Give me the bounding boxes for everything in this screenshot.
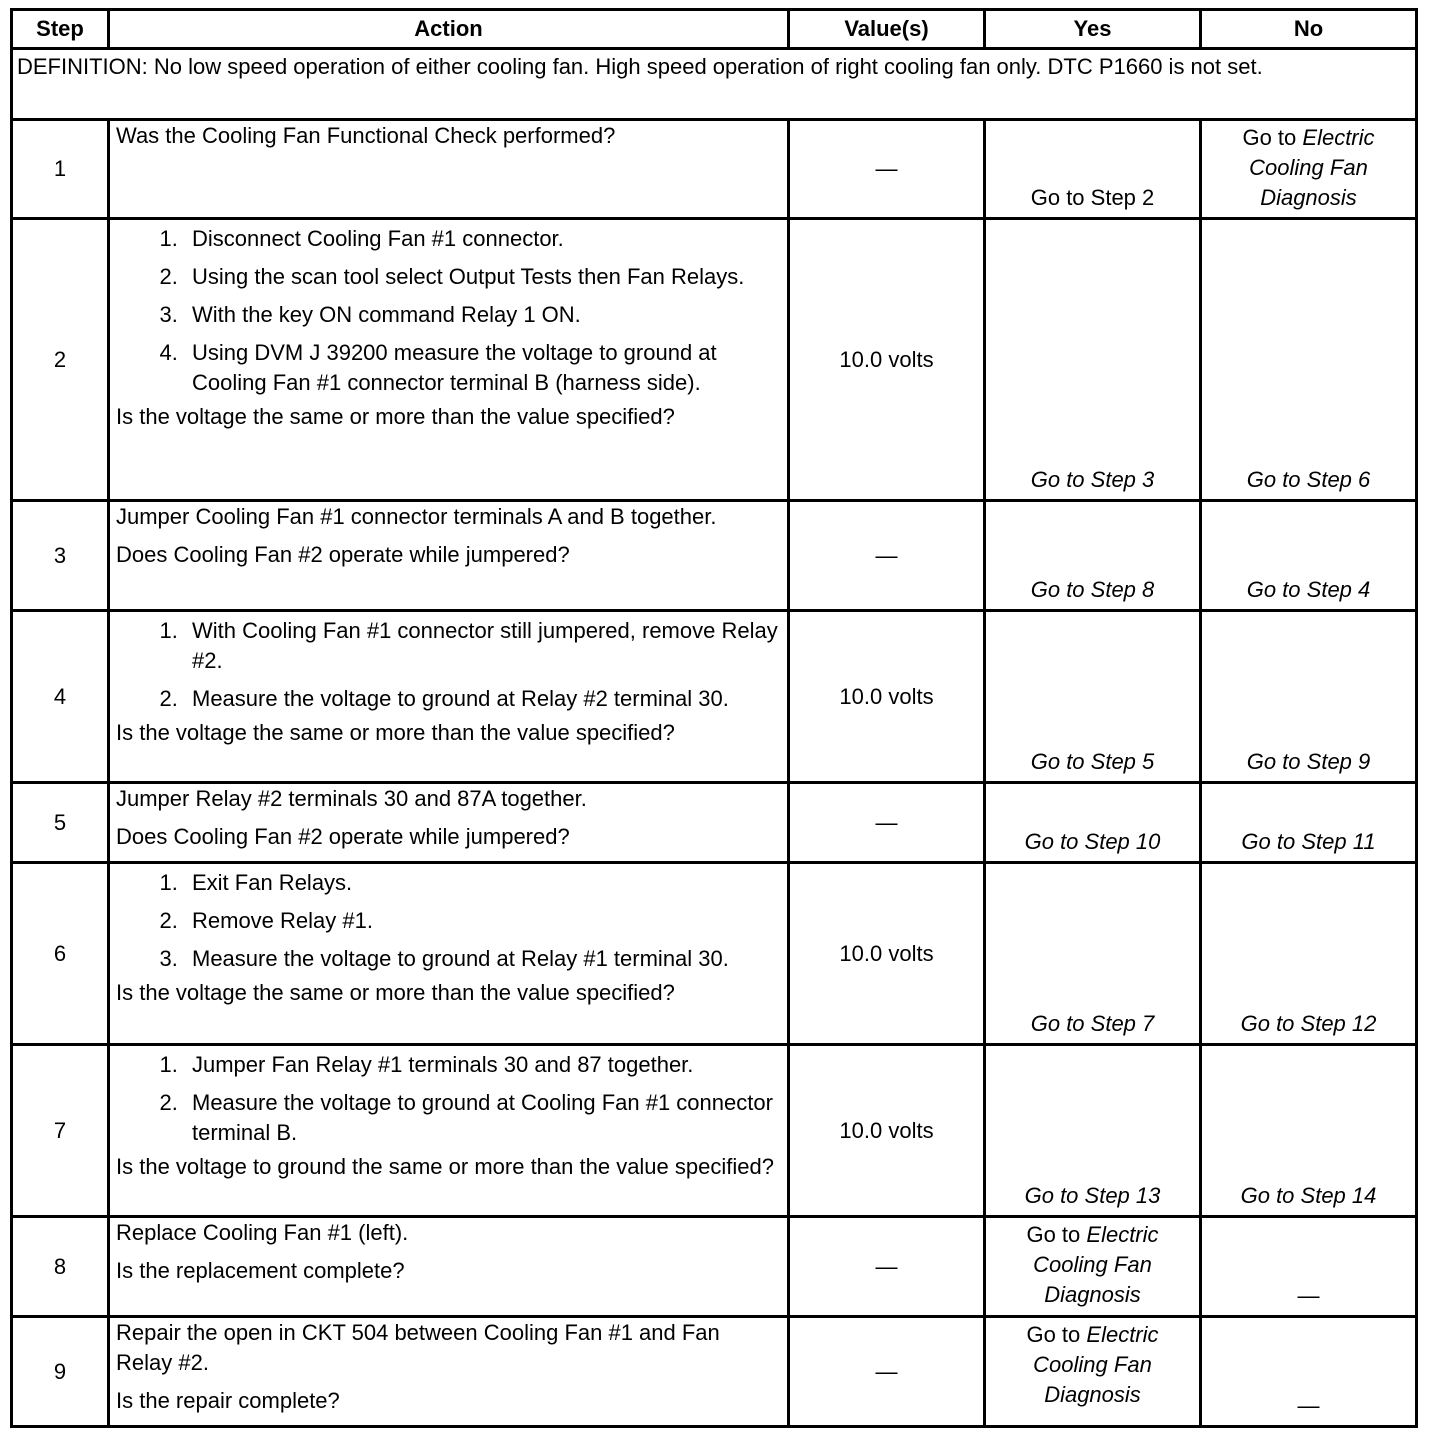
value-cell: 10.0 volts xyxy=(789,1045,985,1217)
step-number: 1 xyxy=(12,120,109,219)
yes-cell: Go to Step 5 xyxy=(985,611,1201,783)
yes-cell: Go to Step 10 xyxy=(985,783,1201,863)
yes-reference: Electric Cooling Fan Diagnosis xyxy=(1033,1222,1159,1307)
instruction-list xyxy=(116,224,781,398)
yes-cell: Go to Step 13 xyxy=(985,1045,1201,1217)
instruction-item: 3. Measure the voltage to ground at Relay #1 terminal 30. xyxy=(184,944,781,974)
table-row xyxy=(12,501,1417,611)
value-cell: — xyxy=(789,783,985,863)
step-number: 7 xyxy=(12,1045,109,1217)
instruction-item: 1. With Cooling Fan #1 connector still jumpered, remove Relay #2. xyxy=(184,616,781,676)
action-cell xyxy=(109,1045,789,1217)
value-cell: — xyxy=(789,501,985,611)
yes-prefix: Go to xyxy=(1026,1322,1087,1347)
yes-cell: Go to Step 3 xyxy=(985,219,1201,501)
value-cell: 10.0 volts xyxy=(789,219,985,501)
action-cell xyxy=(109,783,789,863)
question-text: Is the replacement complete? xyxy=(116,1258,405,1283)
value-cell: 10.0 volts xyxy=(789,611,985,783)
value-cell: — xyxy=(789,1217,985,1317)
header-yes: Yes xyxy=(985,10,1201,49)
instruction-item: 1. Exit Fan Relays. xyxy=(184,868,781,898)
action-cell xyxy=(109,863,789,1045)
no-cell: Go to Step 6 xyxy=(1201,219,1417,501)
yes-cell: Go to Step 2 xyxy=(985,120,1201,219)
question-text: Was the Cooling Fan Functional Check performed? xyxy=(116,123,616,148)
question-text: Is the voltage the same or more than the value specified? xyxy=(116,720,675,745)
value-cell: 10.0 volts xyxy=(789,863,985,1045)
step-number: 5 xyxy=(12,783,109,863)
yes-cell: Go to Step 8 xyxy=(985,501,1201,611)
header-no: No xyxy=(1201,10,1417,49)
step-number: 9 xyxy=(12,1317,109,1427)
question-text: Is the voltage the same or more than the value specified? xyxy=(116,980,675,1005)
yes-cell: Go to Step 7 xyxy=(985,863,1201,1045)
question-text: Does Cooling Fan #2 operate while jumpered? xyxy=(116,824,570,849)
table-row xyxy=(12,783,1417,863)
step-number: 6 xyxy=(12,863,109,1045)
instruction-item: 2. Remove Relay #1. xyxy=(184,906,781,936)
no-cell: Go to Step 14 xyxy=(1201,1045,1417,1217)
action-text: Replace Cooling Fan #1 (left). xyxy=(116,1220,409,1245)
instruction-list xyxy=(116,616,781,714)
no-prefix: Go to xyxy=(1242,125,1303,150)
instruction-list xyxy=(116,1050,781,1148)
header-action: Action xyxy=(109,10,789,49)
header-step: Step xyxy=(12,10,109,49)
header-row xyxy=(12,10,1417,49)
definition-row xyxy=(12,49,1417,120)
action-cell xyxy=(109,501,789,611)
table-row xyxy=(12,863,1417,1045)
yes-reference: Electric Cooling Fan Diagnosis xyxy=(1033,1322,1159,1407)
question-text: Is the repair complete? xyxy=(116,1388,340,1413)
value-cell: — xyxy=(789,120,985,219)
instruction-list xyxy=(116,868,781,974)
instruction-item: 4. Using DVM J 39200 measure the voltage to ground at Cooling Fan #1 connector terminal B (harness side). xyxy=(184,338,781,398)
table-row xyxy=(12,1317,1417,1427)
table-row xyxy=(12,219,1417,501)
instruction-item: 2. Measure the voltage to ground at Relay #2 terminal 30. xyxy=(184,684,781,714)
step-number: 2 xyxy=(12,219,109,501)
table-row xyxy=(12,1217,1417,1317)
yes-cell xyxy=(985,1317,1201,1427)
table-row xyxy=(12,611,1417,783)
no-reference: Electric Cooling Fan Diagnosis xyxy=(1249,125,1375,210)
header-value: Value(s) xyxy=(789,10,985,49)
instruction-item: 2. Using the scan tool select Output Tests then Fan Relays. xyxy=(184,262,781,292)
no-cell xyxy=(1201,120,1417,219)
no-cell: Go to Step 9 xyxy=(1201,611,1417,783)
no-cell: — xyxy=(1201,1217,1417,1317)
diagnostic-table xyxy=(10,8,1418,1428)
action-cell xyxy=(109,120,789,219)
action-cell xyxy=(109,1317,789,1427)
instruction-item: 3. With the key ON command Relay 1 ON. xyxy=(184,300,781,330)
action-text: Jumper Relay #2 terminals 30 and 87A together. xyxy=(116,786,587,811)
action-cell xyxy=(109,611,789,783)
step-number: 3 xyxy=(12,501,109,611)
no-cell: Go to Step 11 xyxy=(1201,783,1417,863)
instruction-item: 1. Disconnect Cooling Fan #1 connector. xyxy=(184,224,781,254)
definition-text: DEFINITION: No low speed operation of either cooling fan. High speed operation of right cooling fan only. DTC P1660 is not set. xyxy=(12,49,1417,120)
action-cell xyxy=(109,1217,789,1317)
action-text: Jumper Cooling Fan #1 connector terminals A and B together. xyxy=(116,504,717,529)
question-text: Is the voltage to ground the same or more than the value specified? xyxy=(116,1154,774,1179)
instruction-item: 1. Jumper Fan Relay #1 terminals 30 and 87 together. xyxy=(184,1050,781,1080)
step-number: 8 xyxy=(12,1217,109,1317)
action-text: Repair the open in CKT 504 between Cooling Fan #1 and Fan Relay #2. xyxy=(116,1320,720,1375)
table-row xyxy=(12,120,1417,219)
no-cell: Go to Step 12 xyxy=(1201,863,1417,1045)
step-number: 4 xyxy=(12,611,109,783)
instruction-item: 2. Measure the voltage to ground at Cooling Fan #1 connector terminal B. xyxy=(184,1088,781,1148)
value-cell: — xyxy=(789,1317,985,1427)
question-text: Does Cooling Fan #2 operate while jumpered? xyxy=(116,542,570,567)
no-cell: Go to Step 4 xyxy=(1201,501,1417,611)
action-cell xyxy=(109,219,789,501)
yes-prefix: Go to xyxy=(1026,1222,1087,1247)
table-row xyxy=(12,1045,1417,1217)
question-text: Is the voltage the same or more than the value specified? xyxy=(116,404,675,429)
yes-cell xyxy=(985,1217,1201,1317)
no-cell: — xyxy=(1201,1317,1417,1427)
